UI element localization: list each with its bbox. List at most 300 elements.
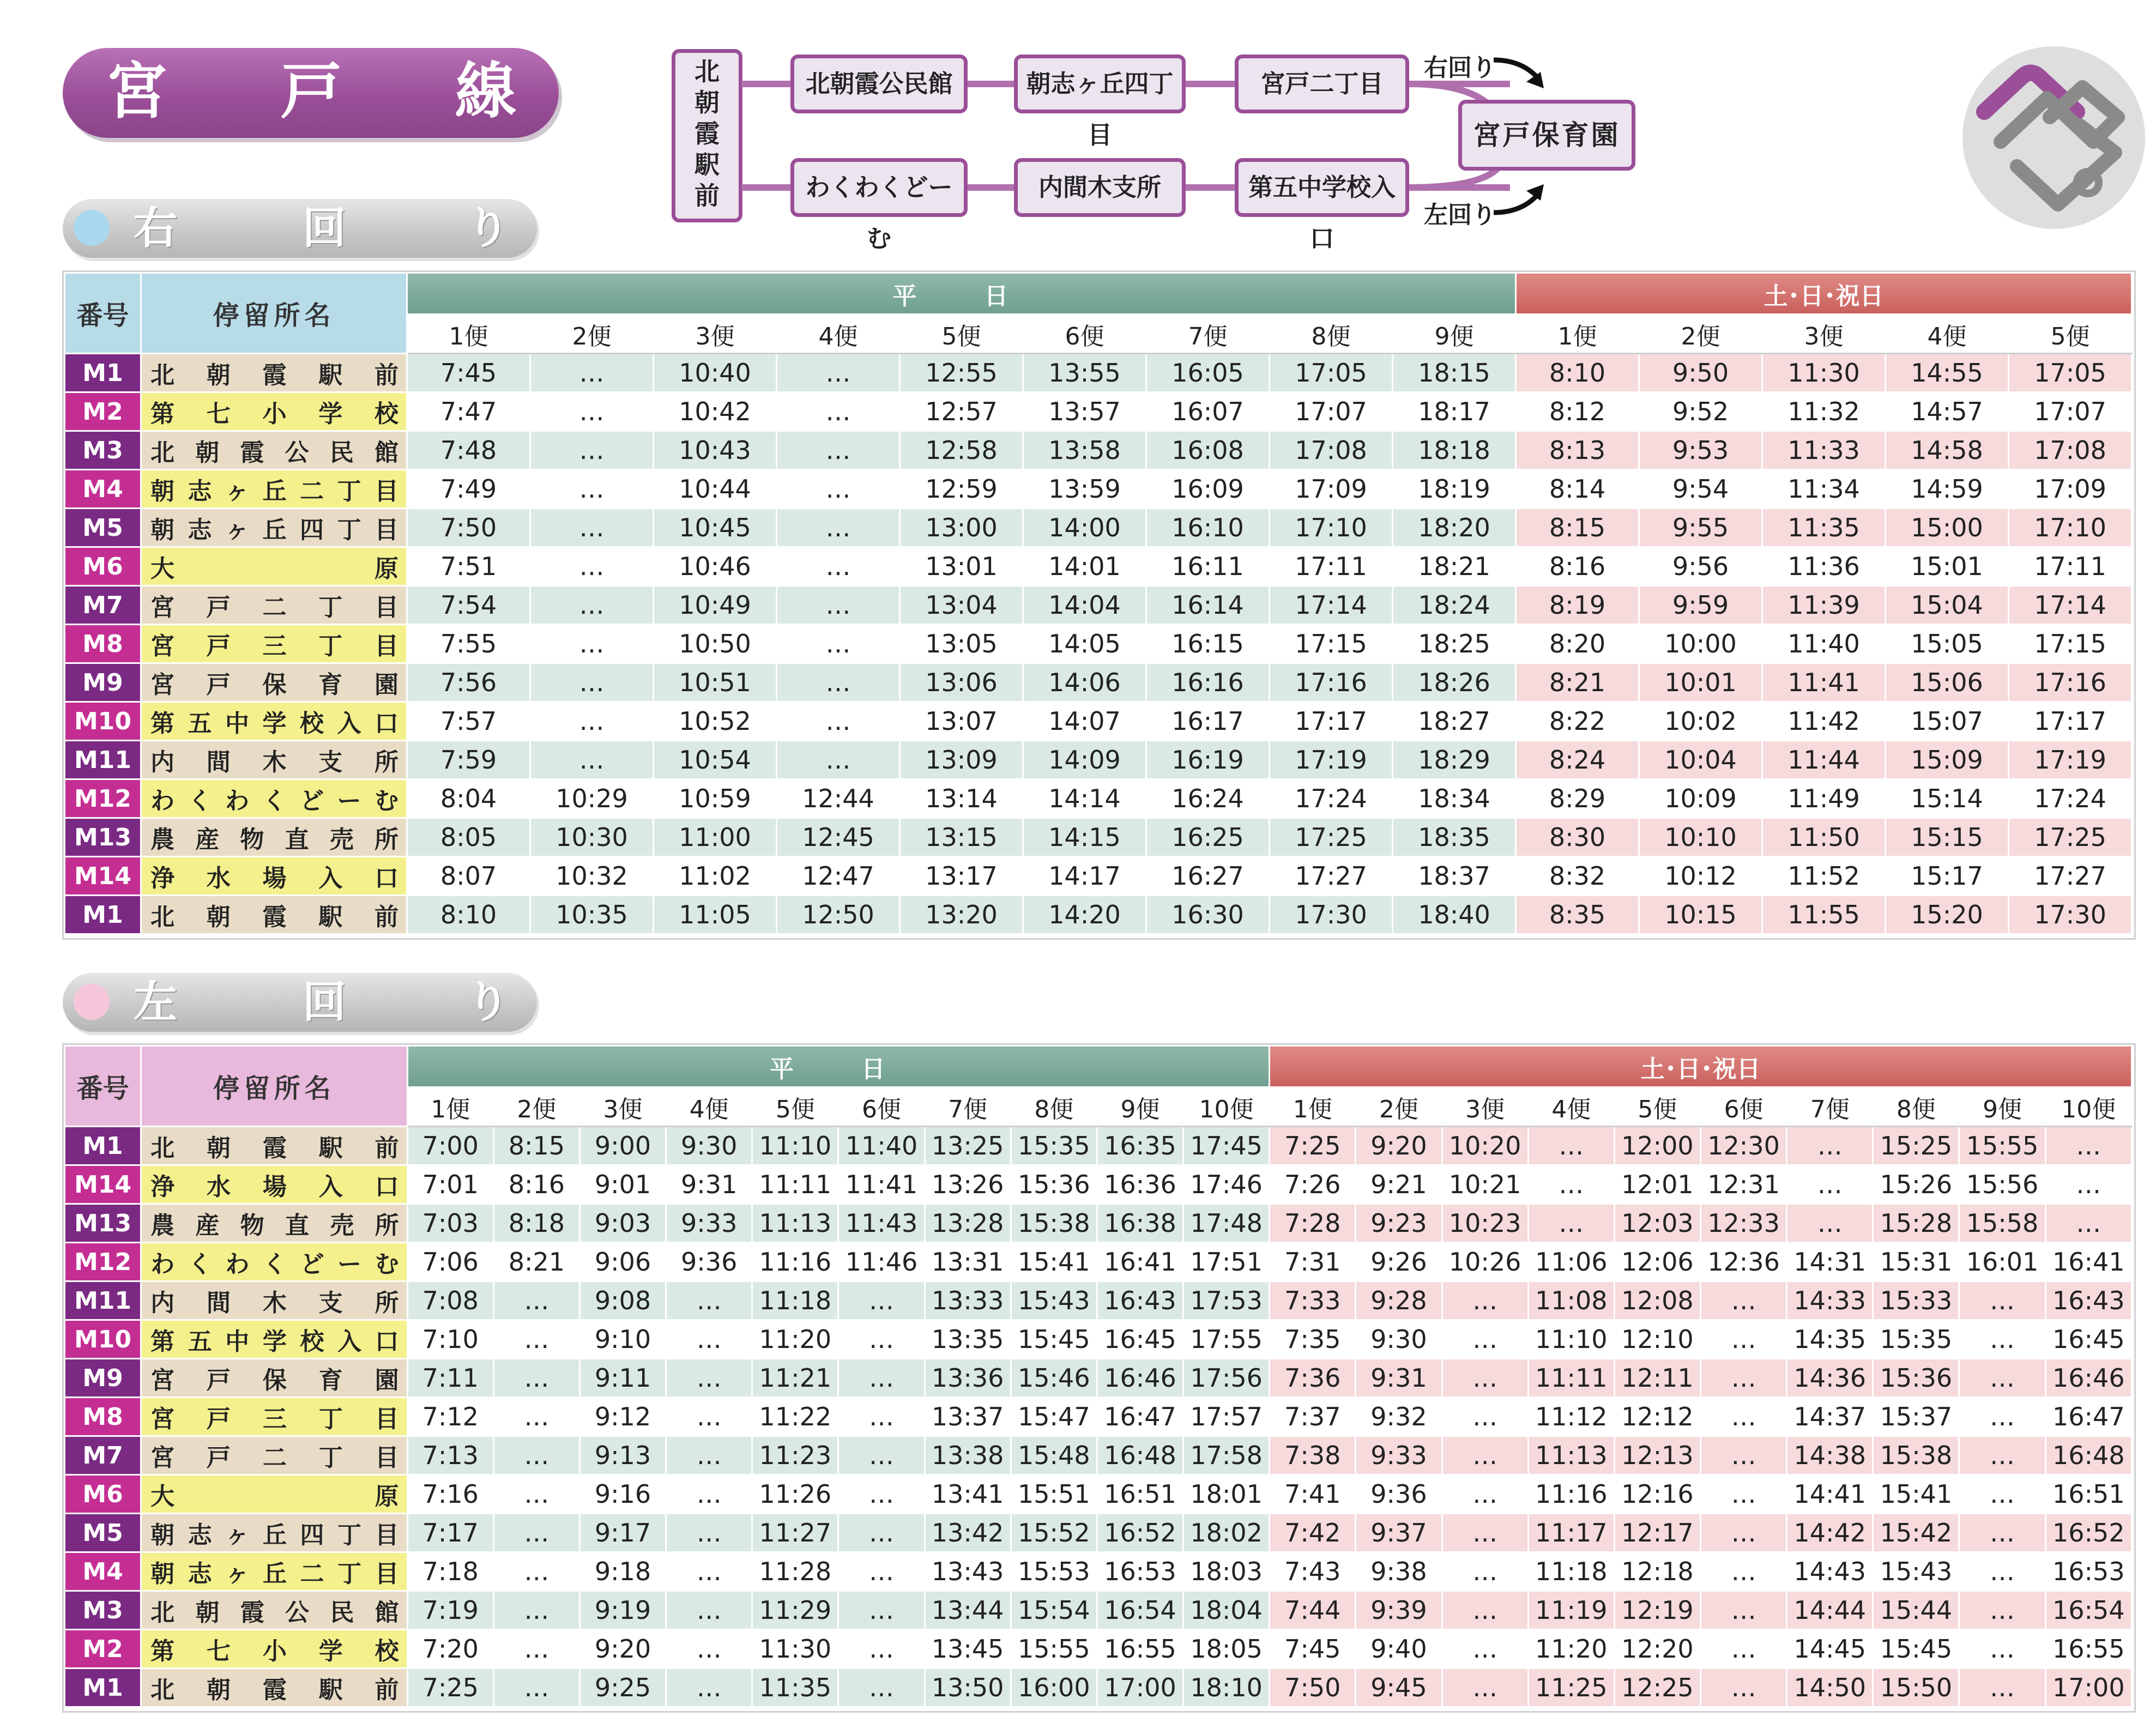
- heading-char: 左: [134, 977, 177, 1027]
- departure-time: …: [1700, 1475, 1786, 1514]
- departure-time: 8:35: [1516, 896, 1639, 934]
- departure-time: 14:50: [1787, 1668, 1873, 1707]
- stop-name: 内間木支所: [141, 1281, 408, 1320]
- bus-logo: [1962, 46, 2145, 229]
- departure-time: 11:13: [752, 1204, 838, 1243]
- departure-time: 9:26: [1356, 1243, 1442, 1281]
- departure-time: 8:05: [407, 818, 530, 857]
- departure-time: 8:16: [493, 1165, 579, 1204]
- departure-time: …: [530, 470, 654, 509]
- departure-time: 11:49: [1762, 779, 1886, 818]
- departure-time: 17:11: [1270, 547, 1393, 586]
- departure-time: 11:29: [752, 1591, 838, 1630]
- departure-time: 8:32: [1516, 857, 1639, 896]
- departure-time: 15:46: [1011, 1359, 1097, 1398]
- departure-time: …: [666, 1514, 752, 1552]
- departure-time: 11:44: [1762, 741, 1886, 779]
- departure-time: 15:26: [1873, 1165, 1959, 1204]
- departure-time: …: [1528, 1204, 1614, 1243]
- departure-time: …: [666, 1630, 752, 1668]
- stop-number: M5: [65, 509, 141, 547]
- departure-time: 9:19: [579, 1591, 666, 1630]
- stop-number: M12: [65, 1243, 141, 1281]
- departure-time: 13:20: [900, 896, 1023, 934]
- departure-time: 18:10: [1183, 1668, 1270, 1707]
- departure-time: 15:48: [1011, 1436, 1097, 1475]
- departure-time: …: [1700, 1514, 1786, 1552]
- departure-time: 12:20: [1614, 1630, 1700, 1668]
- departure-time: …: [1528, 1127, 1614, 1165]
- stop-number: M1: [65, 1668, 141, 1707]
- stop-number: M3: [65, 431, 141, 470]
- departure-time: 11:35: [1762, 509, 1886, 547]
- departure-time: 10:54: [654, 741, 777, 779]
- departure-time: 11:34: [1762, 470, 1886, 509]
- departure-time: 15:53: [1011, 1552, 1097, 1591]
- departure-time: …: [777, 702, 900, 741]
- trip-header: 9便: [1097, 1087, 1183, 1127]
- departure-time: 11:39: [1762, 586, 1886, 625]
- departure-time: 10:45: [654, 509, 777, 547]
- departure-time: …: [1442, 1668, 1528, 1707]
- departure-time: 18:03: [1183, 1552, 1270, 1591]
- departure-time: 13:14: [900, 779, 1023, 818]
- departure-time: 7:38: [1270, 1436, 1356, 1475]
- departure-time: 17:16: [1270, 663, 1393, 702]
- departure-time: …: [1442, 1281, 1528, 1320]
- departure-time: 13:00: [900, 509, 1023, 547]
- departure-time: …: [1442, 1320, 1528, 1359]
- departure-time: 14:31: [1787, 1243, 1873, 1281]
- departure-time: 15:47: [1011, 1398, 1097, 1436]
- departure-time: 11:18: [1528, 1552, 1614, 1591]
- table-row: [65, 779, 2132, 818]
- departure-time: 14:43: [1787, 1552, 1873, 1591]
- departure-time: 7:35: [1270, 1320, 1356, 1359]
- departure-time: 11:32: [1762, 392, 1886, 431]
- departure-time: 7:18: [407, 1552, 493, 1591]
- departure-time: …: [530, 509, 654, 547]
- departure-time: …: [493, 1281, 579, 1320]
- departure-time: 17:08: [2009, 431, 2132, 470]
- departure-time: 16:11: [1146, 547, 1270, 586]
- trip-header: 3便: [1762, 315, 1886, 354]
- departure-time: 15:38: [1873, 1436, 1959, 1475]
- departure-time: 15:31: [1873, 1243, 1959, 1281]
- departure-time: …: [493, 1475, 579, 1514]
- departure-time: …: [493, 1359, 579, 1398]
- trip-header: 2便: [1639, 315, 1762, 354]
- table-row: [65, 1552, 2132, 1591]
- right-dot-icon: [74, 210, 110, 246]
- departure-time: 17:09: [2009, 470, 2132, 509]
- departure-time: 12:16: [1614, 1475, 1700, 1514]
- departure-time: 18:19: [1393, 470, 1516, 509]
- departure-time: 18:29: [1393, 741, 1516, 779]
- departure-time: 10:12: [1639, 857, 1762, 896]
- departure-time: 9:20: [579, 1630, 666, 1668]
- departure-time: …: [1700, 1668, 1786, 1707]
- stop-name: 大原: [141, 1475, 408, 1514]
- departure-time: 12:17: [1614, 1514, 1700, 1552]
- departure-time: 16:24: [1146, 779, 1270, 818]
- departure-time: …: [666, 1359, 752, 1398]
- departure-time: 9:21: [1356, 1165, 1442, 1204]
- departure-time: 7:31: [1270, 1243, 1356, 1281]
- departure-time: 12:01: [1614, 1165, 1700, 1204]
- departure-time: …: [1959, 1630, 2045, 1668]
- table-row: [65, 1243, 2132, 1281]
- departure-time: 17:00: [1097, 1668, 1183, 1707]
- table-row: [65, 1630, 2132, 1668]
- departure-time: …: [530, 354, 654, 392]
- table-row: [65, 509, 2132, 547]
- departure-time: 17:25: [1270, 818, 1393, 857]
- departure-time: …: [493, 1398, 579, 1436]
- departure-time: 10:23: [1442, 1204, 1528, 1243]
- departure-time: 11:02: [654, 857, 777, 896]
- departure-time: 11:19: [1528, 1591, 1614, 1630]
- departure-time: 15:36: [1011, 1165, 1097, 1204]
- departure-time: 12:33: [1700, 1204, 1786, 1243]
- departure-time: …: [838, 1359, 925, 1398]
- departure-time: 14:38: [1787, 1436, 1873, 1475]
- route-stop: わくわくどーむ: [790, 158, 968, 217]
- departure-time: 17:17: [1270, 702, 1393, 741]
- departure-time: …: [1700, 1552, 1786, 1591]
- departure-time: 17:30: [2009, 896, 2132, 934]
- trip-header: 2便: [530, 315, 654, 354]
- departure-time: 10:15: [1639, 896, 1762, 934]
- departure-time: 16:15: [1146, 625, 1270, 663]
- trip-header: 10便: [1183, 1087, 1270, 1127]
- departure-time: 18:37: [1393, 857, 1516, 896]
- departure-time: 7:45: [407, 354, 530, 392]
- trip-header: 3便: [1442, 1087, 1528, 1127]
- departure-time: 9:59: [1639, 586, 1762, 625]
- departure-time: 7:12: [407, 1398, 493, 1436]
- departure-time: …: [666, 1591, 752, 1630]
- departure-time: 13:36: [925, 1359, 1011, 1398]
- timetable-left-loop: [64, 1045, 2133, 1708]
- departure-time: 9:11: [579, 1359, 666, 1398]
- departure-time: 14:35: [1787, 1320, 1873, 1359]
- departure-time: 16:38: [1097, 1204, 1183, 1243]
- departure-time: 16:47: [2045, 1398, 2131, 1436]
- departure-time: 13:31: [925, 1243, 1011, 1281]
- departure-time: 9:55: [1639, 509, 1762, 547]
- departure-time: 17:14: [2009, 586, 2132, 625]
- departure-time: 7:56: [407, 663, 530, 702]
- departure-time: 17:57: [1183, 1398, 1270, 1436]
- departure-time: 9:08: [579, 1281, 666, 1320]
- departure-time: 11:25: [1528, 1668, 1614, 1707]
- departure-time: 10:00: [1639, 625, 1762, 663]
- stop-number: M6: [65, 547, 141, 586]
- departure-time: 13:41: [925, 1475, 1011, 1514]
- departure-time: 15:45: [1873, 1630, 1959, 1668]
- departure-time: …: [838, 1475, 925, 1514]
- departure-time: 15:43: [1011, 1281, 1097, 1320]
- stop-name: 浄水場入口: [141, 1165, 408, 1204]
- departure-time: 7:43: [1270, 1552, 1356, 1591]
- stop-number: M8: [65, 625, 141, 663]
- stop-number: M12: [65, 779, 141, 818]
- departure-time: 15:55: [1011, 1630, 1097, 1668]
- table-row: [65, 1359, 2132, 1398]
- departure-time: 11:46: [838, 1243, 925, 1281]
- table-row: [65, 392, 2132, 431]
- departure-time: …: [1959, 1281, 2045, 1320]
- departure-time: 17:15: [2009, 625, 2132, 663]
- departure-time: 8:10: [407, 896, 530, 934]
- stop-name: 朝志ヶ丘二丁目: [141, 470, 407, 509]
- departure-time: 7:08: [407, 1281, 493, 1320]
- departure-time: 15:25: [1873, 1127, 1959, 1165]
- departure-time: 17:51: [1183, 1243, 1270, 1281]
- stop-name: 浄水場入口: [141, 857, 407, 896]
- departure-time: …: [777, 741, 900, 779]
- stop-name: 大原: [141, 547, 407, 586]
- trip-header: 6便: [838, 1087, 925, 1127]
- departure-time: 16:01: [1959, 1243, 2045, 1281]
- departure-time: 15:52: [1011, 1514, 1097, 1552]
- departure-time: 16:51: [2045, 1475, 2131, 1514]
- trip-header: 6便: [1700, 1087, 1786, 1127]
- departure-time: …: [1442, 1398, 1528, 1436]
- departure-time: …: [2045, 1204, 2131, 1243]
- departure-time: 15:06: [1886, 663, 2009, 702]
- departure-time: …: [777, 547, 900, 586]
- origin-char: 北: [694, 57, 720, 86]
- stop-name: 朝志ヶ丘四丁目: [141, 509, 407, 547]
- stop-name: 宮戸二丁目: [141, 1436, 408, 1475]
- departure-time: …: [493, 1668, 579, 1707]
- left-dot-icon: [74, 984, 110, 1020]
- heading-char: り: [466, 203, 510, 253]
- departure-time: 10:02: [1639, 702, 1762, 741]
- departure-time: 7:00: [407, 1127, 493, 1165]
- trip-header: 1便: [1270, 1087, 1356, 1127]
- departure-time: 13:06: [900, 663, 1023, 702]
- departure-time: 11:30: [1762, 354, 1886, 392]
- departure-time: 11:41: [838, 1165, 925, 1204]
- departure-time: 15:00: [1886, 509, 2009, 547]
- departure-time: 15:43: [1873, 1552, 1959, 1591]
- departure-time: 11:52: [1762, 857, 1886, 896]
- departure-time: 14:37: [1787, 1398, 1873, 1436]
- departure-time: …: [1442, 1552, 1528, 1591]
- stop-name: 宮戸二丁目: [141, 586, 407, 625]
- departure-time: …: [1959, 1436, 2045, 1475]
- departure-time: 13:09: [900, 741, 1023, 779]
- departure-time: 10:35: [530, 896, 654, 934]
- departure-time: 12:06: [1614, 1243, 1700, 1281]
- departure-time: 8:22: [1516, 702, 1639, 741]
- stop-number: M1: [65, 354, 141, 392]
- table-row: [65, 431, 2132, 470]
- departure-time: 12:08: [1614, 1281, 1700, 1320]
- departure-time: 9:36: [1356, 1475, 1442, 1514]
- departure-time: 7:36: [1270, 1359, 1356, 1398]
- departure-time: 9:20: [1356, 1127, 1442, 1165]
- trip-header: 4便: [1886, 315, 2009, 354]
- departure-time: 12:58: [900, 431, 1023, 470]
- departure-time: 18:01: [1183, 1475, 1270, 1514]
- departure-time: 12:25: [1614, 1668, 1700, 1707]
- departure-time: …: [777, 509, 900, 547]
- departure-time: 13:17: [900, 857, 1023, 896]
- departure-time: 14:33: [1787, 1281, 1873, 1320]
- route-stop: 北朝霞公民館: [790, 55, 968, 113]
- departure-time: 7:51: [407, 547, 530, 586]
- departure-time: 7:55: [407, 625, 530, 663]
- departure-time: 7:37: [1270, 1398, 1356, 1436]
- departure-time: …: [493, 1552, 579, 1591]
- departure-time: 17:07: [2009, 392, 2132, 431]
- departure-time: 7:25: [1270, 1127, 1356, 1165]
- departure-time: 10:21: [1442, 1165, 1528, 1204]
- departure-time: 16:55: [2045, 1630, 2131, 1668]
- departure-time: …: [838, 1552, 925, 1591]
- departure-time: 16:25: [1146, 818, 1270, 857]
- departure-time: 14:04: [1023, 586, 1146, 625]
- departure-time: 15:35: [1873, 1320, 1959, 1359]
- stop-name: 第五中学校入口: [141, 702, 407, 741]
- departure-time: 9:16: [579, 1475, 666, 1514]
- departure-time: 14:58: [1886, 431, 2009, 470]
- departure-time: 14:06: [1023, 663, 1146, 702]
- departure-time: 7:10: [407, 1320, 493, 1359]
- departure-time: …: [838, 1398, 925, 1436]
- departure-time: …: [838, 1281, 925, 1320]
- departure-time: 11:08: [1528, 1281, 1614, 1320]
- title-char: 戸: [281, 56, 342, 127]
- departure-time: …: [838, 1320, 925, 1359]
- departure-time: 7:25: [407, 1668, 493, 1707]
- departure-time: 11:10: [752, 1127, 838, 1165]
- departure-time: …: [1700, 1359, 1786, 1398]
- departure-time: 14:01: [1023, 547, 1146, 586]
- departure-time: 11:11: [752, 1165, 838, 1204]
- departure-time: 11:13: [1528, 1436, 1614, 1475]
- departure-time: 7:50: [1270, 1668, 1356, 1707]
- departure-time: 13:15: [900, 818, 1023, 857]
- departure-time: …: [530, 586, 654, 625]
- departure-time: 7:19: [407, 1591, 493, 1630]
- departure-time: 10:49: [654, 586, 777, 625]
- departure-time: 12:19: [1614, 1591, 1700, 1630]
- departure-time: 9:50: [1639, 354, 1762, 392]
- departure-time: 9:30: [1356, 1320, 1442, 1359]
- departure-time: 8:14: [1516, 470, 1639, 509]
- departure-time: …: [530, 392, 654, 431]
- departure-time: 10:43: [654, 431, 777, 470]
- stop-number: M14: [65, 1165, 141, 1204]
- departure-time: 12:12: [1614, 1398, 1700, 1436]
- departure-time: 12:44: [777, 779, 900, 818]
- stop-name: わくわくどーむ: [141, 1243, 408, 1281]
- table-row: [65, 818, 2132, 857]
- departure-time: 14:00: [1023, 509, 1146, 547]
- departure-time: 8:19: [1516, 586, 1639, 625]
- departure-time: …: [1959, 1398, 2045, 1436]
- stop-name: 北朝霞駅前: [141, 1668, 408, 1707]
- departure-time: 7:03: [407, 1204, 493, 1243]
- departure-time: 7:42: [1270, 1514, 1356, 1552]
- departure-time: 7:01: [407, 1165, 493, 1204]
- departure-time: 17:07: [1270, 392, 1393, 431]
- heading-char: 回: [303, 203, 346, 253]
- departure-time: 7:54: [407, 586, 530, 625]
- stop-number: M8: [65, 1398, 141, 1436]
- departure-time: 15:38: [1011, 1204, 1097, 1243]
- departure-time: 18:17: [1393, 392, 1516, 431]
- departure-time: 12:31: [1700, 1165, 1786, 1204]
- departure-time: 18:15: [1393, 354, 1516, 392]
- departure-time: 17:19: [1270, 741, 1393, 779]
- departure-time: 10:51: [654, 663, 777, 702]
- departure-time: 17:45: [1183, 1127, 1270, 1165]
- departure-time: 16:07: [1146, 392, 1270, 431]
- departure-time: 13:50: [925, 1668, 1011, 1707]
- header-number: 番号: [65, 1046, 141, 1127]
- departure-time: 12:59: [900, 470, 1023, 509]
- departure-time: 17:08: [1270, 431, 1393, 470]
- table-row: [65, 547, 2132, 586]
- departure-time: 13:01: [900, 547, 1023, 586]
- trip-header: 10便: [2045, 1087, 2131, 1127]
- title-char: 宮: [106, 56, 167, 127]
- departure-time: 12:47: [777, 857, 900, 896]
- departure-time: 13:59: [1023, 470, 1146, 509]
- stop-number: M4: [65, 470, 141, 509]
- departure-time: 16:48: [2045, 1436, 2131, 1475]
- departure-time: 18:27: [1393, 702, 1516, 741]
- departure-time: 16:27: [1146, 857, 1270, 896]
- table-row: [65, 625, 2132, 663]
- stop-name: 北朝霞駅前: [141, 354, 407, 392]
- stop-number: M9: [65, 1359, 141, 1398]
- departure-time: 17:46: [1183, 1165, 1270, 1204]
- departure-time: 16:48: [1097, 1436, 1183, 1475]
- heading-char: 右: [134, 203, 177, 253]
- departure-time: …: [2045, 1165, 2131, 1204]
- departure-time: 17:05: [1270, 354, 1393, 392]
- stop-name: 北朝霞公民館: [141, 431, 407, 470]
- departure-time: 15:42: [1873, 1514, 1959, 1552]
- departure-time: 11:40: [1762, 625, 1886, 663]
- departure-time: 18:18: [1393, 431, 1516, 470]
- departure-time: 9:01: [579, 1165, 666, 1204]
- departure-time: 12:50: [777, 896, 900, 934]
- stop-name: 第五中学校入口: [141, 1320, 408, 1359]
- departure-time: …: [530, 431, 654, 470]
- departure-time: 10:44: [654, 470, 777, 509]
- route-origin-station: [672, 49, 742, 222]
- departure-time: 17:17: [2009, 702, 2132, 741]
- departure-time: 14:44: [1787, 1591, 1873, 1630]
- departure-time: 16:55: [1097, 1630, 1183, 1668]
- departure-time: 11:21: [752, 1359, 838, 1398]
- stop-name: 宮戸三丁目: [141, 1398, 408, 1436]
- departure-time: …: [1959, 1552, 2045, 1591]
- departure-time: 8:15: [1516, 509, 1639, 547]
- departure-time: …: [777, 470, 900, 509]
- departure-time: 11:12: [1528, 1398, 1614, 1436]
- departure-time: …: [1959, 1359, 2045, 1398]
- departure-time: 9:53: [1639, 431, 1762, 470]
